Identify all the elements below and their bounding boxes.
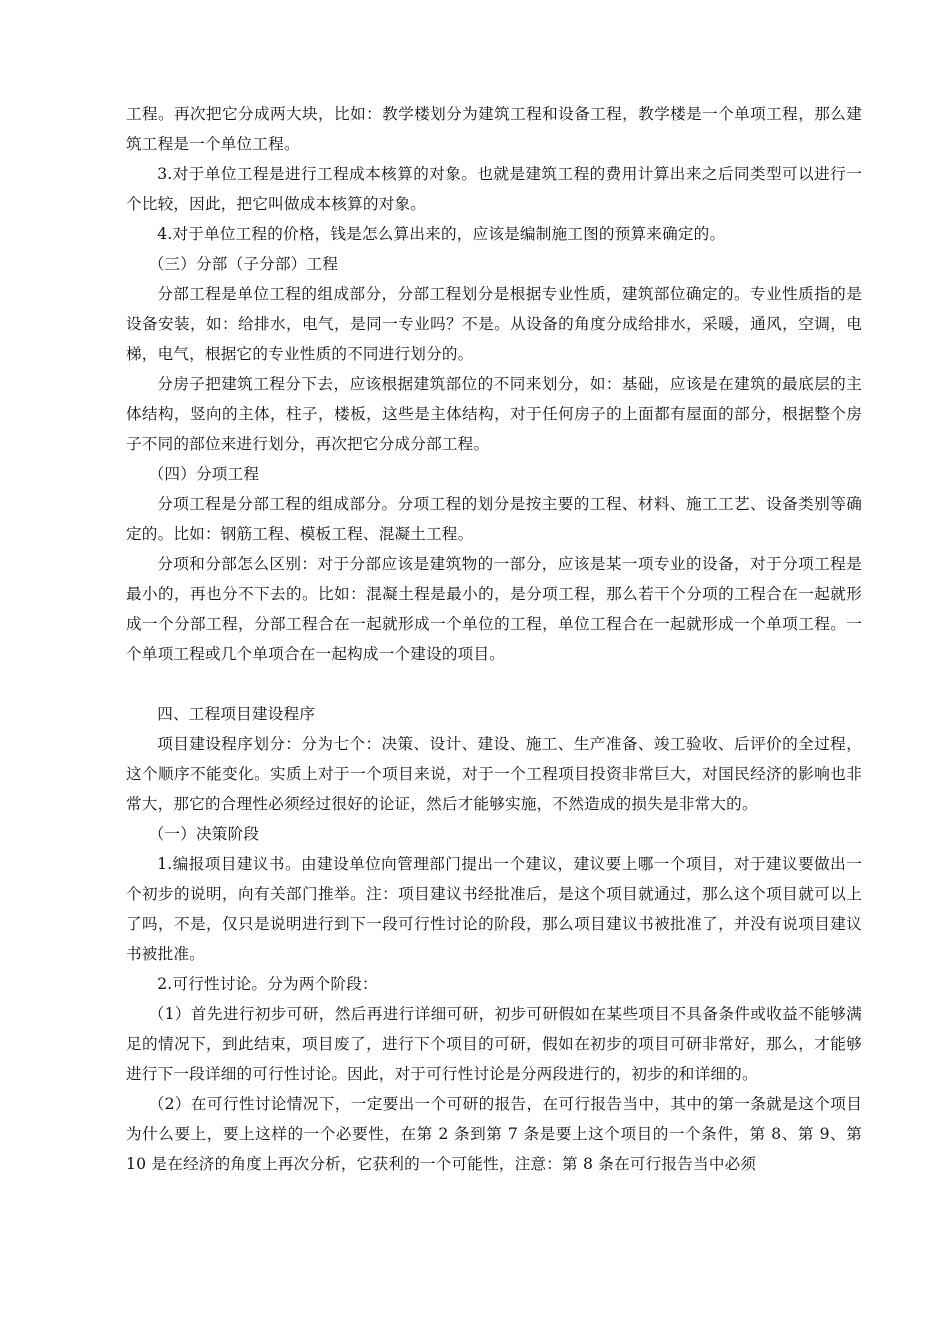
paragraph: 分部工程是单位工程的组成部分，分部工程划分是根据专业性质，建筑部位确定的。专业性质指的是设备安装，如：给排水，电气，是同一专业吗？不是。从设备的角度分成给排水，采暖，通风，空调，电梯，电气，根据它的专业性质的不同进行划分的。	[126, 285, 862, 363]
paragraph: 分房子把建筑工程分下去，应该根据建筑部位的不同来划分，如：基础，应该是在建筑的最底层的主体结构，竖向的主体，柱子，楼板，这些是主体结构，对于任何房子的上面都有屋面的部分，根据整个房子不同的部位来进行划分，再次把它分成分部工程。	[126, 375, 862, 453]
document-page	[126, 99, 862, 1179]
paragraph: 工程。再次把它分成两大块，比如：教学楼划分为建筑工程和设备工程，教学楼是一个单项工程，那么建筑工程是一个单位工程。	[126, 105, 862, 153]
blank-line	[126, 669, 862, 699]
section-heading: （四）分项工程	[148, 465, 260, 483]
section-heading: （三）分部（子分部）工程	[148, 255, 339, 273]
paragraph: 1.编报项目建议书。由建设单位向管理部门提出一个建议，建议要上哪一个项目，对于建议要做出一个初步的说明，向有关部门推举。注：项目建议书经批准后，是这个项目就通过，那么这个项目就可以上了吗，不是，仅只是说明进行到下一段可行性讨论的阶段，那么项目建议书被批准了，并没有说项目建议书被批准。	[126, 855, 862, 963]
paragraph: （1）首先进行初步可研，然后再进行详细可研，初步可研假如在某些项目不具备条件或收益不能够满足的情况下，到此结束，项目废了，进行下个项目的可研，假如在初步的项目可研非常好，那么，才能够进行下一段详细的可行性讨论。因此，对于可行性讨论是分两段进行的，初步的和详细的。	[126, 1005, 862, 1083]
paragraph: 分项和分部怎么区别：对于分部应该是建筑物的一部分，应该是某一项专业的设备，对于分项工程是最小的，再也分不下去的。比如：混凝土程是最小的，是分项工程，那么若干个分项的工程合在一起就形成一个分部工程，分部工程合在一起就形成一个单位的工程，单位工程合在一起就形成一个单项工程。一个单项工程或几个单项合在一起构成一个建设的项目。	[126, 555, 862, 663]
paragraph: 4.对于单位工程的价格，钱是怎么算出来的，应该是编制施工图的预算来确定的。	[157, 225, 726, 243]
paragraph: 分项工程是分部工程的组成部分。分项工程的划分是按主要的工程、材料、施工工艺、设备类别等确定的。比如：钢筋工程、模板工程、混凝土工程。	[126, 495, 862, 543]
paragraph: 项目建设程序划分：分为七个：决策、设计、建设、施工、生产准备、竣工验收、后评价的全过程，这个顺序不能变化。实质上对于一个项目来说，对于一个工程项目投资非常巨大，对国民经济的影响也非常大，那它的合理性必须经过很好的论证，然后才能够实施，不然造成的损失是非常大的。	[126, 735, 862, 813]
chapter-heading: 四、工程项目建设程序	[157, 705, 316, 723]
section-heading: （一）决策阶段	[148, 825, 260, 843]
paragraph: （2）在可行性讨论情况下，一定要出一个可研的报告，在可行报告当中，其中的第一条就是这个项目为什么要上，要上这样的一个必要性，在第 2 条到第 7 条是要上这个项目的一个条件，第 8、第 9、第 10 是在经济的角度上再次分析，它获利的一个可能性，注意：第 8 条在可行报告当中必须	[126, 1095, 862, 1173]
paragraph: 2.可行性讨论。分为两个阶段：	[157, 975, 378, 993]
paragraph: 3.对于单位工程是进行工程成本核算的对象。也就是建筑工程的费用计算出来之后同类型可以进行一个比较，因此，把它叫做成本核算的对象。	[126, 165, 862, 213]
